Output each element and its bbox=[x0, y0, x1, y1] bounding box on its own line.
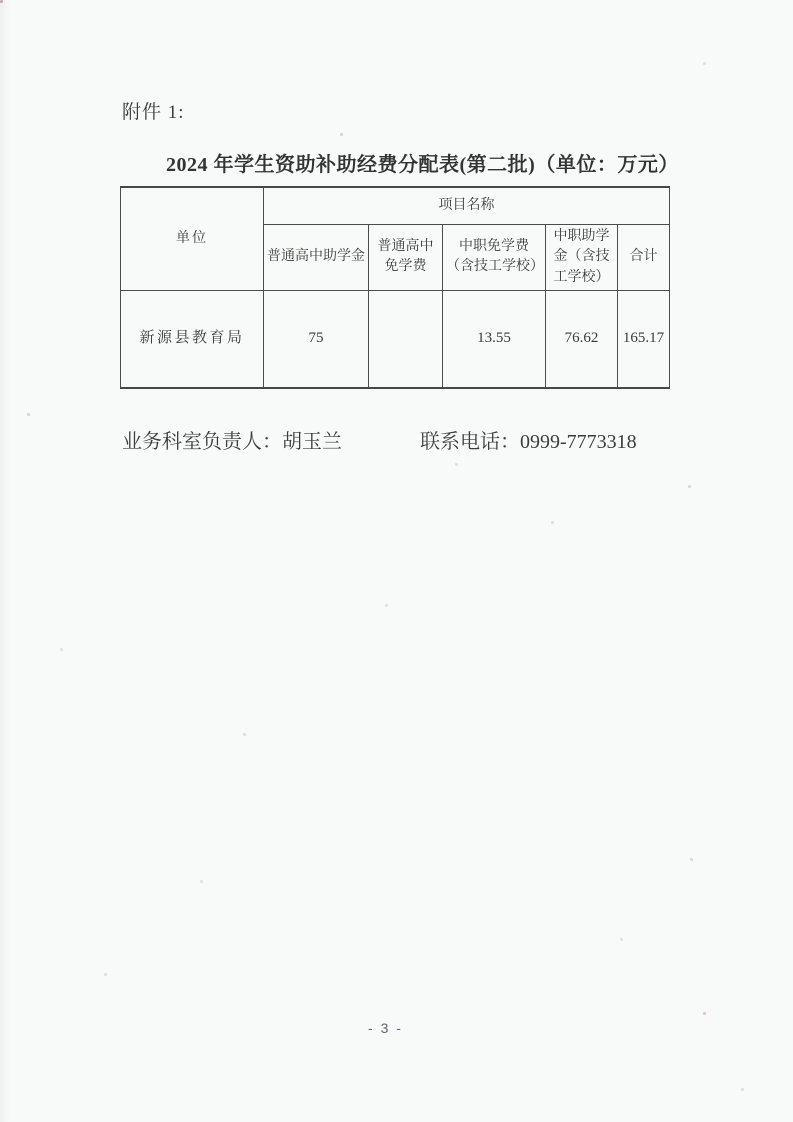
header-project-group: 项目名称 bbox=[264, 187, 670, 225]
manager-name: 胡玉兰 bbox=[282, 431, 342, 453]
header-vocational-grant: 中职助学金（含技工学校） bbox=[546, 225, 618, 291]
page-title: 2024 年学生资助补助经费分配表(第二批)（单位：万元） bbox=[166, 154, 679, 176]
allocation-table bbox=[120, 186, 670, 389]
cell-vocational-grant: 76.62 bbox=[546, 290, 618, 388]
cell-unit-name: 新源县教育局 bbox=[121, 290, 264, 388]
manager-label: 业务科室负责人： bbox=[122, 431, 282, 453]
attachment-label: 附件 1: bbox=[122, 102, 185, 123]
phone-group bbox=[420, 431, 637, 453]
header-total: 合计 bbox=[618, 225, 670, 291]
cell-vocational-tuition-waiver: 13.55 bbox=[443, 290, 546, 388]
header-vocational-tuition-waiver: 中职免学费（含技工学校） bbox=[443, 225, 546, 291]
header-unit: 单位 bbox=[121, 187, 264, 290]
cell-total: 165.17 bbox=[618, 290, 670, 388]
scan-noise-red bbox=[0, 0, 3, 3]
cell-regular-hs-tuition-waiver bbox=[369, 290, 443, 388]
header-regular-hs-grant: 普通高中助学金 bbox=[264, 225, 369, 291]
manager-group bbox=[122, 431, 342, 453]
phone-number: 0999-7773318 bbox=[520, 431, 637, 453]
cell-regular-hs-grant: 75 bbox=[264, 290, 369, 388]
table-header-row-1 bbox=[121, 187, 670, 225]
header-regular-hs-tuition-waiver: 普通高中免学费 bbox=[369, 225, 443, 291]
table-row bbox=[121, 290, 670, 388]
contact-line bbox=[122, 425, 637, 454]
phone-label: 联系电话： bbox=[420, 431, 520, 453]
page-number: - 3 - bbox=[368, 1020, 403, 1036]
